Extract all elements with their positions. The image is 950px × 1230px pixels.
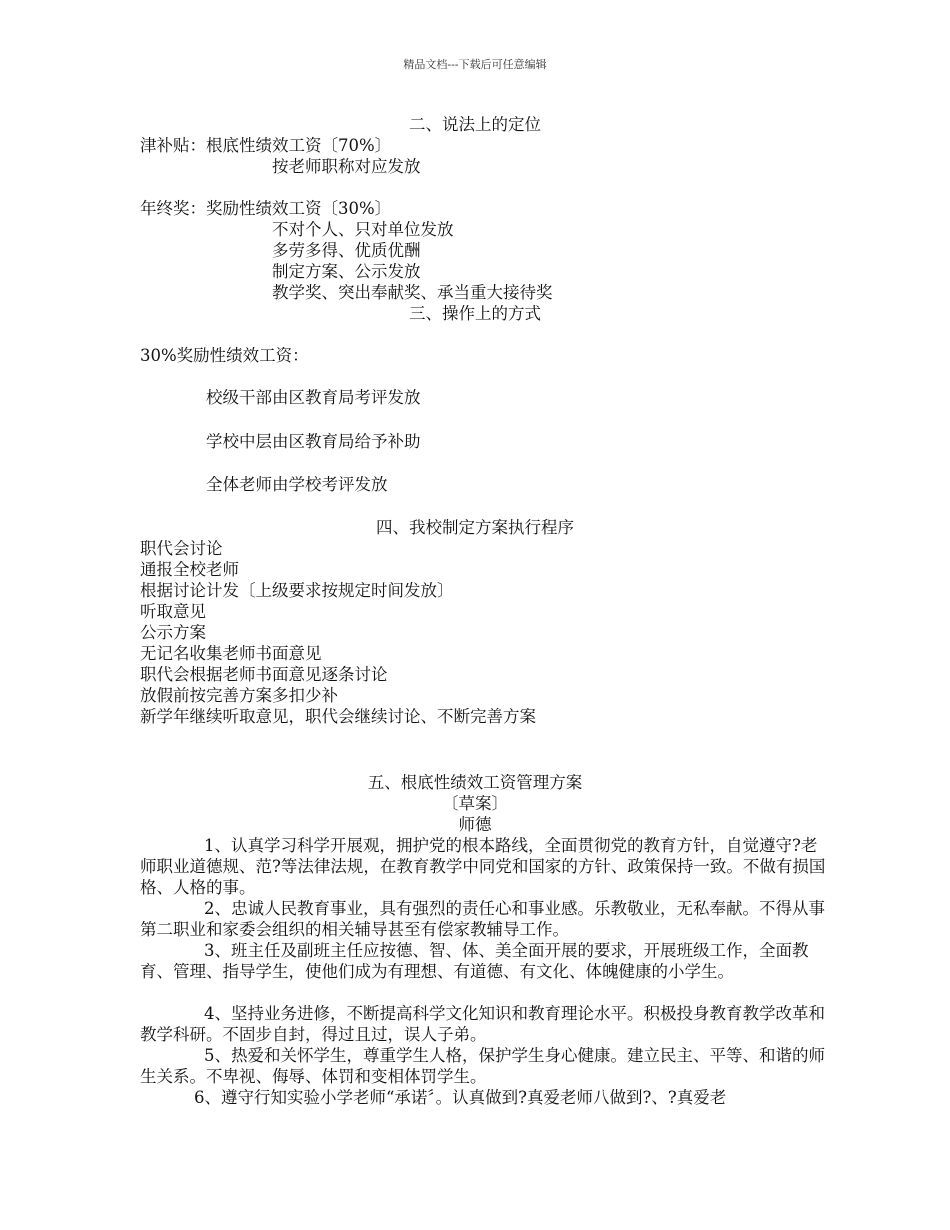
allowance-detail: 按老师职称对应发放 — [272, 157, 421, 176]
bonus-item: 教学奖、突出奉献奖、承当重大接待奖 — [272, 283, 553, 302]
section-3-intro: 30%奖励性绩效工资： — [140, 346, 309, 365]
ethics-heading: 师德 — [458, 815, 492, 834]
procedure-step: 职代会根据老师书面意见逐条讨论 — [140, 665, 388, 684]
procedure-step: 职代会讨论 — [140, 539, 223, 558]
allowance-line: 津补贴：根底性绩效工资〔70%〕 — [140, 136, 392, 155]
operation-item: 校级干部由区教育局考评发放 — [206, 388, 421, 407]
procedure-step: 通报全校老师 — [140, 560, 239, 579]
section-5-title: 五、根底性绩效工资管理方案 — [367, 773, 583, 792]
bonus-item: 多劳多得、优质优酬 — [272, 241, 421, 260]
ethics-paragraph-3: 3、班主任及副班主任应按德、智、体、美全面开展的要求，开展班级工作，全面教育、管理、指导学生，使他们成为有理想、有道德、有文化、体魄健康的小学生。 — [140, 941, 809, 981]
page-header: 精品文档---下载后可任意编辑 — [403, 58, 547, 71]
operation-item: 全体老师由学校考评发放 — [206, 475, 388, 494]
bonus-item: 不对个人、只对单位发放 — [272, 220, 454, 239]
section-2-title: 二、说法上的定位 — [409, 115, 541, 134]
section-5-subtitle: 〔草案〕 — [442, 794, 508, 813]
operation-item: 学校中层由区教育局给予补助 — [206, 432, 421, 451]
procedure-step: 放假前按完善方案多扣少补 — [140, 686, 338, 705]
section-3-title: 三、操作上的方式 — [409, 304, 541, 323]
procedure-step: 公示方案 — [140, 623, 206, 642]
ethics-paragraph-4: 4、坚持业务进修，不断提高科学文化知识和教育理论水平。积极投身教育教学改革和教学科研。不固步自封，得过且过，误人子弟。 — [140, 1004, 825, 1044]
ethics-paragraph-2: 2、忠诚人民教育事业，具有强烈的责任心和事业感。乐教敬业，无私奉献。不得从事第二职业和家委会组织的相关辅导甚至有偿家教辅导工作。 — [140, 899, 825, 939]
ethics-paragraph-6: 6、遵守行知实验小学老师“承诺〞。认真做到?真爱老师八做到?、?真爱老 — [194, 1088, 727, 1107]
section-4-title: 四、我校制定方案执行程序 — [376, 518, 574, 537]
procedure-step: 听取意见 — [140, 602, 206, 621]
bonus-item: 制定方案、公示发放 — [272, 262, 421, 281]
procedure-step: 新学年继续听取意见，职代会继续讨论、不断完善方案 — [140, 707, 536, 726]
bonus-line: 年终奖：奖励性绩效工资〔30%〕 — [140, 199, 392, 218]
procedure-step: 根据讨论计发〔上级要求按规定时间发放〕 — [140, 581, 454, 600]
ethics-paragraph-1: 1、认真学习科学开展观，拥护党的根本路线，全面贯彻党的教育方针，自觉遵守?老师职业道德规、范?等法律法规，在教育教学中同党和国家的方针、政策保持一致。不做有损国格、人格的事。 — [140, 836, 826, 897]
ethics-paragraph-5: 5、热爱和关怀学生，尊重学生人格，保护学生身心健康。建立民主、平等、和谐的师生关系。不卑视、侮辱、体罚和变相体罚学生。 — [140, 1046, 825, 1086]
procedure-step: 无记名收集老师书面意见 — [140, 644, 322, 663]
